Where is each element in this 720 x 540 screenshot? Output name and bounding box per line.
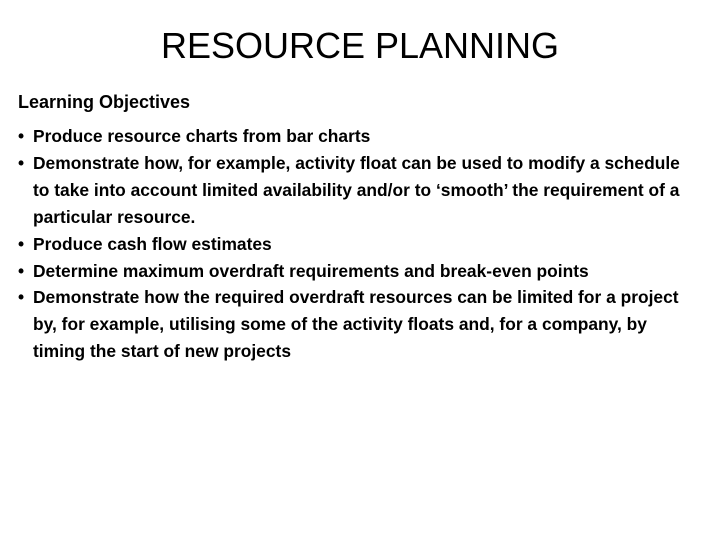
learning-objectives-heading: Learning Objectives [18,92,191,112]
objective-text: Demonstrate how, for example, activity float can be used to modify a schedule to take into account limited availability and/or to ‘smooth’ the requirement of a particular resource. [33,152,680,227]
bullet-icon: • [18,152,25,173]
objective-item [18,258,698,285]
objective-item [18,284,698,365]
bullet-icon: • [18,126,25,146]
bullet-icon: • [18,233,25,254]
bullet-icon: • [18,260,25,281]
objective-text: Produce cash flow estimates [33,233,272,254]
slide-title: RESOURCE PLANNING [160,25,560,66]
objective-item [18,231,698,258]
objectives-list [18,123,698,365]
objective-text: Determine maximum overdraft requirements and break-even points [33,260,589,281]
objective-item [18,150,698,231]
bullet-icon: • [18,287,25,308]
objective-text: Produce resource charts from bar charts [33,126,371,146]
objective-item [18,123,698,150]
objective-text: Demonstrate how the required overdraft resources can be limited for a project by, for example, utilising some of the activity floats and, for a company, by timing the start of new projects [33,287,679,362]
